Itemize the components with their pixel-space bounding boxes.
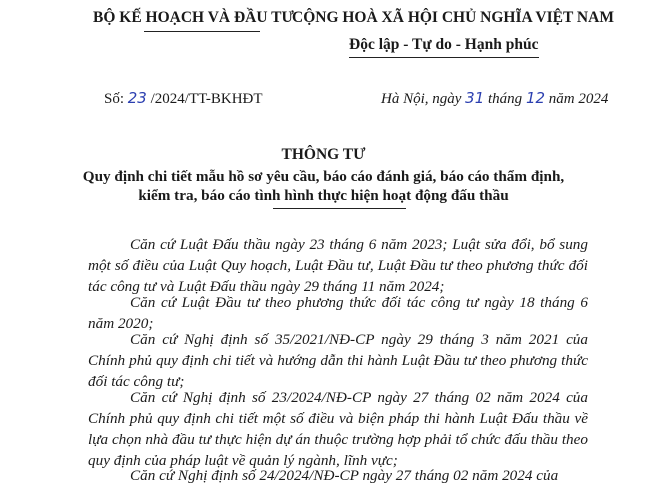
preamble-text-2: Căn cứ Luật Đầu tư theo phương thức đối tác công tư ngày 18 tháng 6 năm 2020; xyxy=(88,294,588,332)
preamble-paragraph-5 xyxy=(88,465,588,486)
date-month-handwritten: 12 xyxy=(525,89,546,107)
date-month-label: tháng xyxy=(488,91,523,107)
title-line-2: kiểm tra, báo cáo tình hình thực hiện hoạt động đấu thầu xyxy=(138,187,509,204)
preamble-text-3: Căn cứ Nghị định số 35/2021/NĐ-CP ngày 29 tháng 3 năm 2021 của Chính phủ quy định chi tiết và hướng dẫn thi hành Luật Đầu tư theo phương thức đối tác công tư; xyxy=(88,331,588,390)
date-place: Hà Nội, ngày xyxy=(381,91,462,107)
preamble-paragraph-3 xyxy=(88,329,588,392)
preamble-paragraph-1 xyxy=(88,234,588,297)
date-day-handwritten: 31 xyxy=(465,89,485,107)
issue-date xyxy=(381,89,608,108)
ministry-underline xyxy=(144,31,260,32)
doc-number-handwritten: 23 xyxy=(127,89,147,107)
document-type: THÔNG TƯ xyxy=(281,146,366,163)
national-motto: Độc lập - Tự do - Hạnh phúc xyxy=(349,36,539,53)
preamble-text-1: Căn cứ Luật Đấu thầu ngày 23 tháng 6 năm 2023; Luật sửa đổi, bổ sung một số điều của Luật Quy hoạch, Luật Đầu tư, Luật Đầu tư theo phương thức đối tác công tư và Luật Đấu thầu ngày 29 tháng 11 năm 2024; xyxy=(88,236,588,295)
doc-number-prefix: Số: xyxy=(104,91,125,107)
doc-number-suffix: /2024/TT-BKHĐT xyxy=(150,91,263,107)
preamble-paragraph-2 xyxy=(88,292,588,334)
preamble-text-4: Căn cứ Nghị định số 23/2024/NĐ-CP ngày 27 tháng 02 năm 2024 của Chính phủ quy định chi tiết một số điều và biện pháp thi hành Luật Đấu thầu về lựa chọn nhà đầu tư thực hiện dự án thuộc trường hợp phải tổ chức đấu thầu theo quy định của pháp luật về quản lý ngành, lĩnh vực; xyxy=(88,389,588,469)
preamble-paragraph-4 xyxy=(88,387,588,471)
country-name: CỘNG HOÀ XÃ HỘI CHỦ NGHĨA VIỆT NAM xyxy=(292,9,614,26)
title-line-1: Quy định chi tiết mẫu hồ sơ yêu cầu, báo cáo đánh giá, báo cáo thẩm định, xyxy=(82,168,565,185)
preamble-text-5: Căn cứ Nghị định số 24/2024/NĐ-CP ngày 27 tháng 02 năm 2024 của xyxy=(130,467,559,484)
ministry-name: BỘ KẾ HOẠCH VÀ ĐẦU TƯ xyxy=(93,9,294,26)
title-underline xyxy=(273,208,406,209)
motto-underline xyxy=(349,57,539,58)
document-number xyxy=(104,89,263,108)
date-year: năm 2024 xyxy=(548,91,609,107)
